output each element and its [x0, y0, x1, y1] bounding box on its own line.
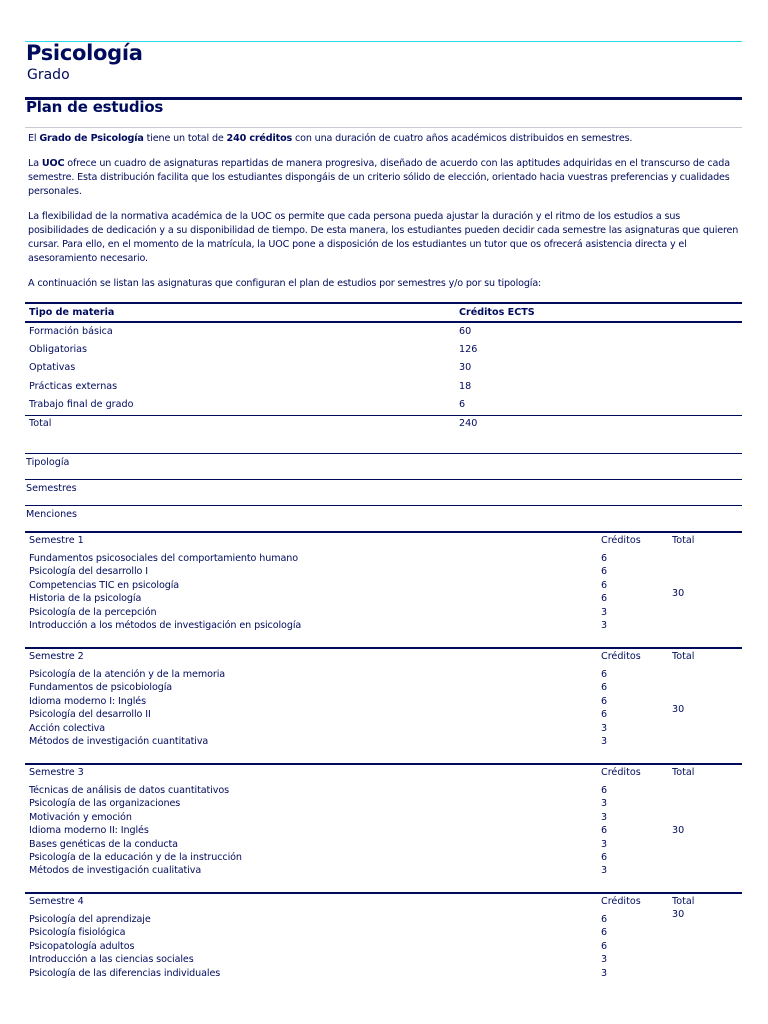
subject-credits: 6	[601, 927, 608, 939]
subject-credits: 6	[601, 785, 608, 796]
creditos-header: Créditos	[601, 767, 641, 778]
subject-name: Psicología de la atención y de la memoria	[29, 669, 226, 680]
semester-total: 30	[672, 825, 685, 836]
table-total-row	[29, 418, 729, 436]
subject-name: Psicología de las diferencias individuales	[29, 967, 221, 979]
tipo-cell: Obligatorias	[29, 344, 88, 355]
creditos-cell: 18	[459, 381, 472, 392]
creditos-cell: 30	[459, 362, 472, 373]
subject-credits: 6	[601, 579, 608, 591]
table-row	[29, 362, 729, 380]
subject-credits: 6	[601, 914, 608, 925]
semester-title: Semestre 2	[29, 651, 84, 662]
subject-credits: 6	[601, 709, 608, 721]
subject-name: Psicología de las organizaciones	[29, 798, 181, 810]
subject-credits: 6	[601, 940, 608, 952]
subject-name: Acción colectiva	[29, 722, 105, 734]
subject-credits: 3	[601, 736, 608, 747]
table-row	[29, 344, 729, 362]
total-label: Total	[29, 418, 52, 429]
subject-credits: 3	[601, 838, 608, 850]
total-value: 240	[459, 418, 478, 429]
tipo-cell: Trabajo final de grado	[29, 399, 134, 410]
intro-paragraph-1: El Grado de Psicología tiene un total de 240 créditos con una duración de cuatro años académicos distribuidos en semestres.	[28, 133, 633, 144]
semester-divider	[25, 531, 742, 533]
tipo-cell: Optativas	[29, 362, 76, 373]
semester-title: Semestre 1	[29, 535, 84, 546]
subject-credits: 6	[601, 852, 608, 863]
page-title: Psicología	[26, 41, 143, 65]
subject-credits: 3	[601, 865, 608, 877]
subject-name: Psicología del aprendizaje	[29, 914, 151, 925]
creditos-header: Créditos	[601, 651, 641, 662]
subject-name: Fundamentos psicosociales del comportamiento humano	[29, 553, 298, 564]
subject-name: Psicopatología adultos	[29, 940, 135, 952]
col-header-tipo: Tipo de materia	[29, 307, 115, 318]
section-title: Plan de estudios	[26, 98, 164, 116]
subject-credits: 3	[601, 967, 608, 979]
page-subtitle: Grado	[27, 67, 70, 83]
subject-name: Introducción a las ciencias sociales	[29, 954, 194, 966]
subject-name: Historia de la psicología	[29, 593, 142, 605]
subject-name: Idioma moderno I: Inglés	[29, 695, 146, 707]
semester-total: 30	[672, 909, 685, 920]
semester-divider	[25, 647, 742, 649]
subject-name: Psicología del desarrollo I	[29, 566, 148, 578]
subject-name: Psicología de la educación y de la instrucción	[29, 852, 242, 863]
subject-name: Motivación y emoción	[29, 811, 132, 823]
subject-credits: 3	[601, 606, 608, 618]
menciones-label: Menciones	[26, 509, 78, 520]
semester-title: Semestre 3	[29, 767, 84, 778]
total-header: Total	[672, 651, 695, 662]
semester-total: 30	[672, 588, 685, 599]
creditos-header: Créditos	[601, 535, 641, 546]
subject-name: Psicología de la percepción	[29, 606, 157, 618]
creditos-cell: 60	[459, 326, 472, 337]
semester-divider	[25, 763, 742, 765]
subject-credits: 3	[601, 620, 608, 631]
subject-name: Fundamentos de psicobiología	[29, 682, 173, 694]
semester-title: Semestre 4	[29, 896, 84, 907]
tipo-cell: Formación básica	[29, 326, 113, 337]
intro-paragraph-3: La flexibilidad de la normativa académica de la UOC os permite que cada persona pueda ajustar la duración y el ritmo de los estudios a sus posibilidades de dedicación y a su disponibilidad de tiempo. De esta manera, los estudiantes pueden decidir cada semestre las asignaturas que quieren cursar. Para ello, en el momento de la matrícula, la UOC pone a disposición de los estudiantes un tutor que os ofrecerá asistencia directa y el asesoramiento necesario.	[28, 211, 739, 264]
subject-credits: 6	[601, 695, 608, 707]
creditos-cell: 6	[459, 399, 466, 410]
subject-name: Métodos de investigación cuantitativa	[29, 736, 209, 747]
intro-paragraph-4: A continuación se listan las asignaturas que configuran el plan de estudios por semestres y/o por su tipología:	[28, 278, 542, 289]
subject-name: Técnicas de análisis de datos cuantitativos	[29, 785, 230, 796]
subject-name: Psicología fisiológica	[29, 927, 126, 939]
table-row	[29, 326, 729, 344]
subject-credits: 6	[601, 669, 608, 680]
total-header: Total	[672, 535, 695, 546]
subject-credits: 3	[601, 722, 608, 734]
subject-name: Competencias TIC en psicología	[29, 579, 180, 591]
semester-total: 30	[672, 704, 685, 715]
subject-credits: 3	[601, 798, 608, 810]
subject-credits: 3	[601, 811, 608, 823]
subject-name: Métodos de investigación cualitativa	[29, 865, 202, 877]
intro-paragraph-2: La UOC ofrece un cuadro de asignaturas repartidas de manera progresiva, diseñado de acuerdo con las aptitudes adquiridas en el transcurso de cada semestre. Esta distribución facilita que los estudiantes dispongáis de un criterio sólido de elección, orientado hacia vuestras preferencias y cualidades personales.	[28, 158, 730, 197]
subject-name: Idioma moderno II: Inglés	[29, 825, 149, 837]
subject-name: Psicología del desarrollo II	[29, 709, 151, 721]
total-header: Total	[672, 767, 695, 778]
col-header-creditos: Créditos ECTS	[459, 307, 535, 318]
tipologia-label: Tipología	[26, 457, 70, 468]
subject-name: Bases genéticas de la conducta	[29, 838, 178, 850]
creditos-header: Créditos	[601, 896, 641, 907]
section-underline	[25, 127, 742, 128]
subject-credits: 6	[601, 825, 608, 837]
subject-name: Introducción a los métodos de investigación en psicología	[29, 620, 302, 631]
semestres-label: Semestres	[26, 483, 77, 494]
tipo-cell: Prácticas externas	[29, 381, 118, 392]
table-row	[29, 381, 729, 399]
semester-divider	[25, 892, 742, 894]
creditos-cell: 126	[459, 344, 478, 355]
total-header: Total	[672, 896, 695, 907]
subject-credits: 6	[601, 553, 608, 564]
subject-credits: 6	[601, 566, 608, 578]
subject-credits: 6	[601, 682, 608, 694]
subject-credits: 6	[601, 593, 608, 605]
subject-credits: 3	[601, 954, 608, 966]
